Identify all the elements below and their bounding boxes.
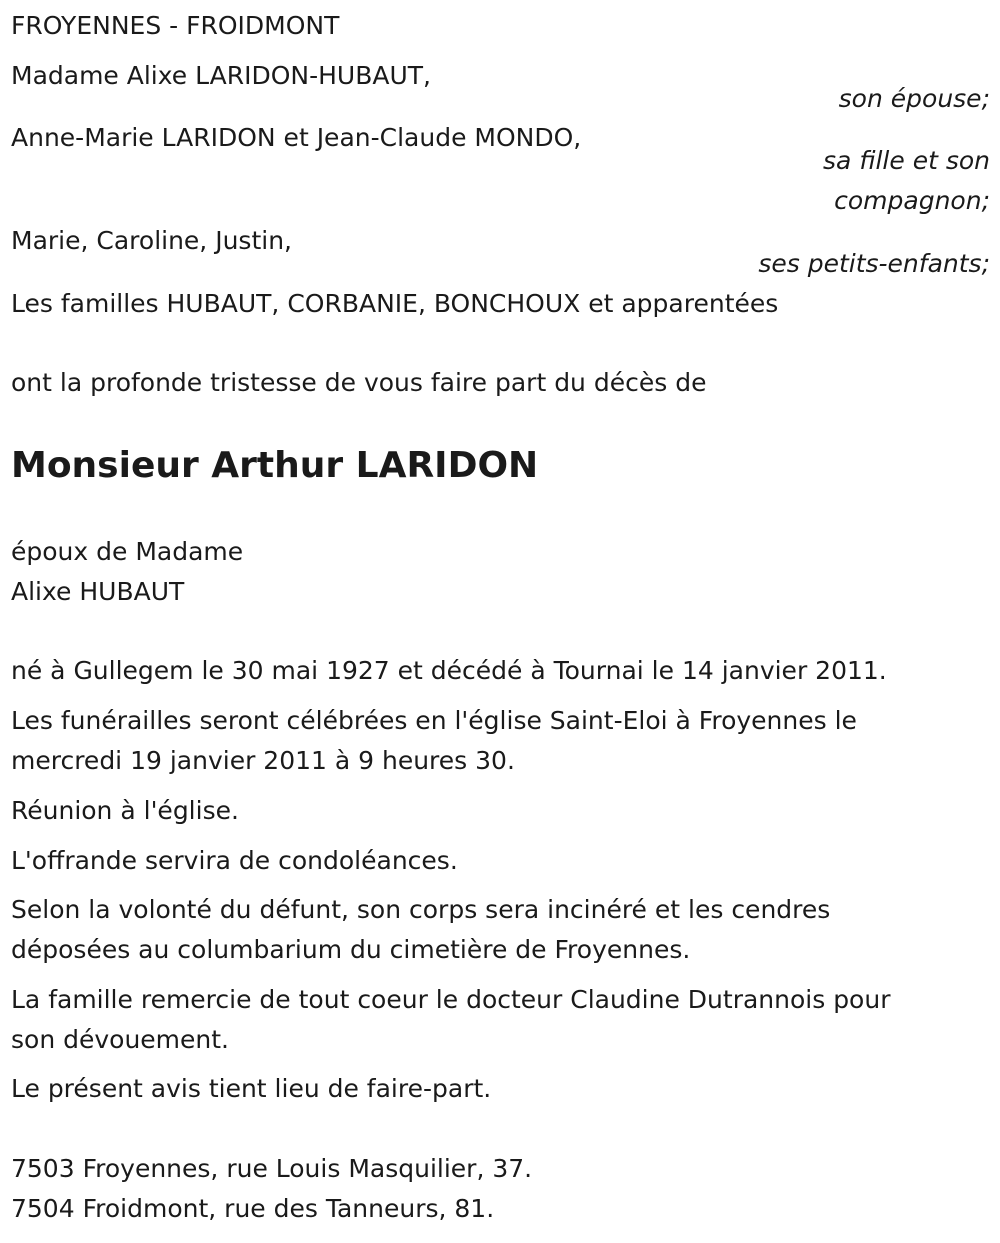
deceased-name: Monsieur Arthur LARIDON — [11, 445, 539, 486]
address-line1: 7503 Froyennes, rue Louis Masquilier, 37. — [11, 1154, 533, 1183]
announcement-text: ont la profonde tristesse de vous faire part du décès de — [11, 368, 707, 397]
cremation-line1: Selon la volonté du défunt, son corps sera incinéré et les cendres — [11, 895, 831, 924]
family-daughter-name: Anne-Marie LARIDON et Jean-Claude MONDO, — [11, 123, 582, 152]
family-grandchildren-name: Marie, Caroline, Justin, — [11, 226, 292, 255]
thanks-line1: La famille remercie de tout coeur le docteur Claudine Dutrannois pour — [11, 985, 891, 1014]
header-location: FROYENNES - FROIDMONT — [11, 11, 340, 40]
spouse-line1: époux de Madame — [11, 537, 244, 566]
funeral-line1: Les funérailles seront célébrées en l'église Saint-Eloi à Froyennes le — [11, 706, 857, 735]
meeting-text: Réunion à l'église. — [11, 796, 239, 825]
notice-text: Le présent avis tient lieu de faire-part. — [11, 1074, 492, 1103]
family-grandchildren-relation: ses petits-enfants; — [758, 249, 990, 278]
address-line2: 7504 Froidmont, rue des Tanneurs, 81. — [11, 1194, 495, 1223]
family-spouse-name: Madame Alixe LARIDON-HUBAUT, — [11, 61, 431, 90]
cremation-line2: déposées au columbarium du cimetière de Froyennes. — [11, 935, 691, 964]
family-daughter-relation-line1: sa fille et son — [823, 146, 990, 175]
family-others: Les familles HUBAUT, CORBANIE, BONCHOUX et apparentées — [11, 289, 779, 318]
family-daughter-relation-line2: compagnon; — [834, 186, 990, 215]
family-spouse-relation: son épouse; — [838, 84, 990, 113]
thanks-line2: son dévouement. — [11, 1025, 230, 1054]
spouse-line2: Alixe HUBAUT — [11, 577, 185, 606]
offering-text: L'offrande servira de condoléances. — [11, 846, 458, 875]
birth-death-text: né à Gullegem le 30 mai 1927 et décédé à Tournai le 14 janvier 2011. — [11, 656, 887, 685]
funeral-line2: mercredi 19 janvier 2011 à 9 heures 30. — [11, 746, 515, 775]
